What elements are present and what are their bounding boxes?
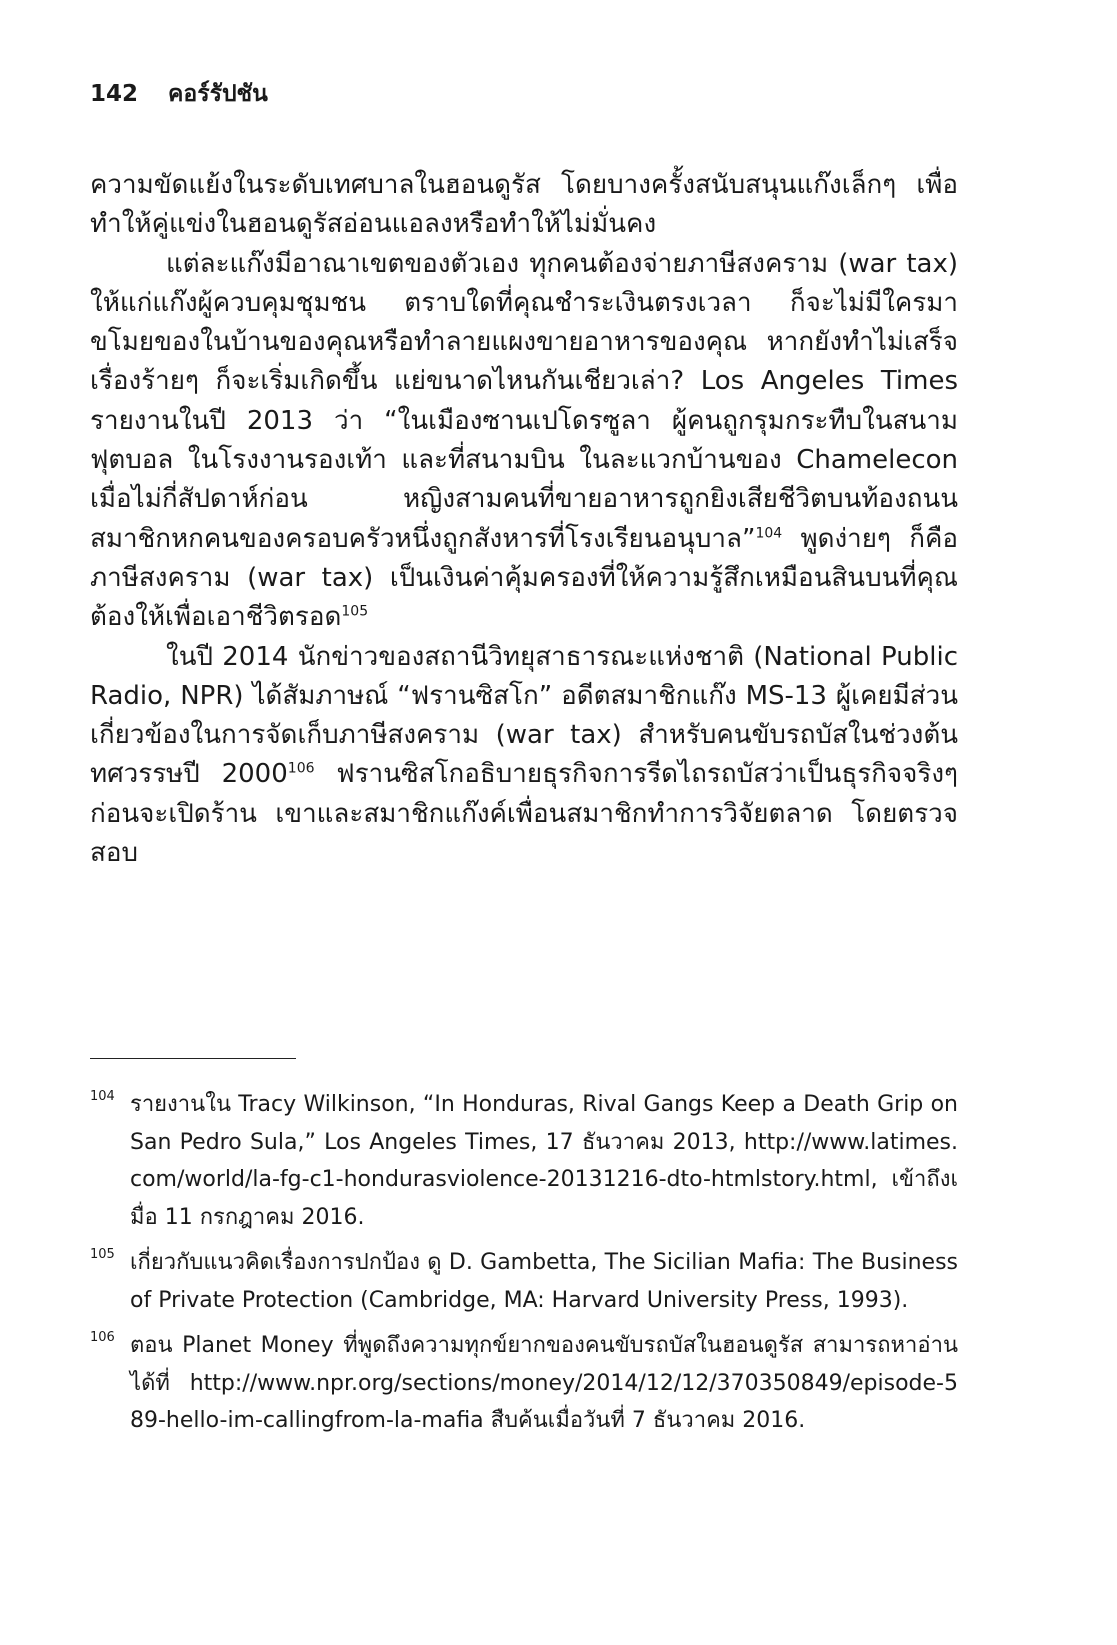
paragraph-3-text-a: ในปี 2014 นักข่าวของสถานีวิทยุสาธารณะแห่งชาติ (National Public Radio, NPR) ได้สัมภาษณ์ “ฟรานซิสโก” อดีตสมาชิกแก๊ง MS-13 ผู้เคยมีส่วนเกี่ยวข้องในการจัดเก็บภาษีสงคราม (war tax) สำหรับคนขับรถบัสในช่วงต้นทศวรรษปี 2000 xyxy=(90,641,958,790)
paragraph-2-text-b: พูดง่ายๆ ก็คือ ภาษีสงคราม (war tax) เป็นเงินค่าคุ้มครองที่ให้ความรู้สึกเหมือนสินบนที่คุณต้องให้เพื่อเอาชีวิตรอด xyxy=(90,523,958,633)
footnote-ref-106[interactable]: 106 xyxy=(287,760,315,777)
footnote-text: รายงานใน Tracy Wilkinson, “In Honduras, Rival Gangs Keep a Death Grip on San Pedro Sula,” Los Angeles Times, 17 ธันวาคม 2013, http://www.latimes.com/world/la-fg-c1-hondurasviolence-20131216-dto-htmlstory.html, เข้าถึงเมื่อ 11 กรกฎาคม 2016. xyxy=(130,1092,958,1230)
footnote-106 xyxy=(90,1327,958,1440)
paragraph-3-text-b: ฟรานซิสโกอธิบายธุรกิจการรีดไถรถบัสว่าเป็นธุรกิจจริงๆ ก่อนจะเปิดร้าน เขาและสมาชิกแก๊งค์เพื่อนสมาชิกทำการวิจัยตลาด โดยตรวจสอบ xyxy=(90,759,958,869)
page-number: 142 xyxy=(90,81,139,107)
footnote-divider xyxy=(90,1058,296,1059)
footnote-number: 104 xyxy=(90,1089,115,1104)
paragraph-2 xyxy=(90,245,958,638)
main-text xyxy=(90,166,958,873)
footnote-text: ตอน Planet Money ที่พูดถึงความทุกข์ยากของคนขับรถบัสในฮอนดูรัส สามารถหาอ่านได้ที่ http://www.npr.org/sections/money/2014/12/12/370350849/episode-589-hello-im-callingfrom-la-mafia สืบค้นเมื่อวันที่ 7 ธันวาคม 2016. xyxy=(130,1333,958,1433)
paragraph-2-text-a: แต่ละแก๊งมีอาณาเขตของตัวเอง ทุกคนต้องจ่ายภาษีสงคราม (war tax) ให้แก่แก๊งผู้ควบคุมชุมชน ตราบใดที่คุณชำระเงินตรงเวลา ก็จะไม่มีใครมาขโมยของในบ้านของคุณหรือทำลายแผงขายอาหารของคุณ หากยังทำไม่เสร็จ เรื่องร้ายๆ ก็จะเริ่มเกิดขึ้น แย่ขนาดไหนกันเชียวเล่า? Los Angeles Times รายงานในปี 2013 ว่า “ในเมืองซานเปโดรซูลา ผู้คนถูกรุมกระทืบในสนามฟุตบอล ในโรงงานรองเท้า และที่สนามบิน ในละแวกบ้านของ Chamelecon เมื่อไม่กี่สัปดาห์ก่อน หญิงสามคนที่ขายอาหารถูกยิงเสียชีวิตบนท้องถนน สมาชิกหกคนของครอบครัวหนึ่งถูกสังหารที่โรงเรียนอนุบาล” xyxy=(90,248,958,554)
book-title: คอร์รัปชัน xyxy=(168,81,268,107)
footnote-number: 106 xyxy=(90,1330,115,1345)
footnote-104 xyxy=(90,1086,958,1236)
footnote-text: เกี่ยวกับแนวคิดเรื่องการปกป้อง ดู D. Gambetta, The Sicilian Mafia: The Business of Private Protection (Cambridge, MA: Harvard University Press, 1993). xyxy=(130,1250,958,1313)
footnote-ref-104[interactable]: 104 xyxy=(755,525,783,542)
footnotes xyxy=(90,1086,958,1448)
footnote-ref-105[interactable]: 105 xyxy=(341,603,369,620)
footnote-number: 105 xyxy=(90,1247,115,1262)
running-header xyxy=(90,76,268,112)
footnote-105 xyxy=(90,1244,958,1319)
paragraph-3 xyxy=(90,638,958,874)
paragraph-1: ความขัดแย้งในระดับเทศบาลในฮอนดูรัส โดยบางครั้งสนับสนุนแก๊งเล็กๆ เพื่อทำให้คู่แข่งในฮอนดูรัสอ่อนแอลงหรือทำให้ไม่มั่นคง xyxy=(90,170,958,240)
